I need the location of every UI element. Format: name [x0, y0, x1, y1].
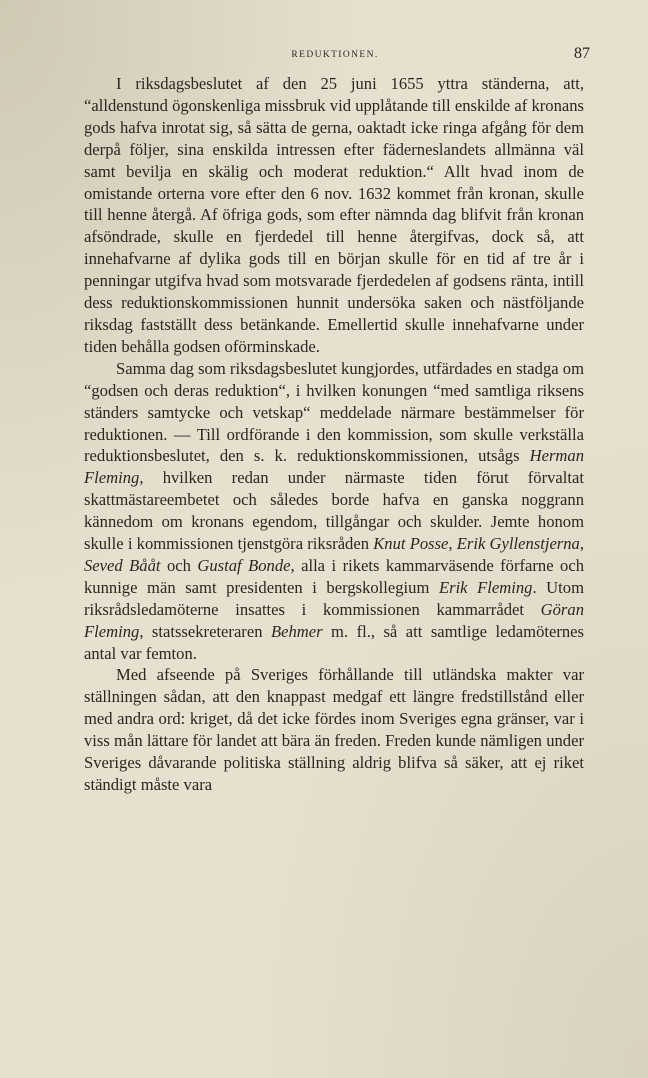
- body-text: [84, 73, 584, 796]
- text-run: , alla i rikets kammarväsende förfarne och kunnige män samt presidenten i bergskollegium: [84, 555, 584, 597]
- text-run: , statssekreteraren: [139, 621, 271, 641]
- italic-name: Seved Bååt: [84, 555, 161, 575]
- italic-name: Erik Gyllenstjerna: [456, 534, 580, 554]
- paragraph-2: [84, 358, 584, 665]
- text-run: . Utom riksrådsledamöterne insattes i kommissionen kammarrådet: [84, 577, 584, 619]
- italic-name: Gustaf Bonde: [197, 555, 291, 575]
- italic-name: Erik Fleming: [438, 577, 533, 597]
- text-run: I riksdagsbeslutet af den 25 juni 1655 yttra ständerna, att, “alldenstund ögonskenliga missbruk vid upplåtande till enskilde af kronans gods hafva inrotat sig, så sätta de gerna, oaktadt icke ringa afgång för dem derpå följer, sina enskilda intressen efter fäderneslandets allmänna väl samt bevilja en skälig och moderat reduktion.“ Allt hvad inom de omistande orterna vore efter den 6 nov. 1632 kommet från kronan, skulle till henne återgå. Af öfriga gods, som efter nämnda dag blifvit från kronan afsöndrade, skulle en fjerdedel till henne återgifvas, dock så, att innehafvarne af dylika gods till en början skulle för en tid af tre år i penningar utgifva hvad som motsvarade fjerdedelen af godsens ränta, intill dess reduktionskommissionen hunnit undersöka saken och nästföljande riksdag fastställt dess betänkande. Emellertid skulle innehafvarne under tiden behålla godsen oförminskade.: [84, 74, 584, 356]
- page-header: [80, 45, 590, 65]
- italic-name: Knut Posse: [373, 534, 449, 554]
- page-number: 87: [574, 45, 590, 62]
- italic-name: Herman Fleming: [84, 446, 584, 488]
- paragraph-1: [84, 73, 584, 358]
- text-run: Samma dag som riksdagsbeslutet kungjordes, utfärdades en stadga om “godsen och deras reduktion“, i hvilken konungen “med samtliga riksens ständers samtycke och vetskap“ meddelade närmare bestämmelser för reduktionen. — Till ordförande i den kommission, som skulle verkställa reduktionsbeslutet, den s. k. reduktionskommissionen, utsågs: [84, 358, 584, 466]
- text-run: Med afseende på Sveriges förhållande till utländska makter var ställningen sådan, att den knappast medgaf ett längre fredstillstånd eller med andra ord: kriget, då det icke fördes inom Sveriges egna gränser, var i viss mån lättare för landet att bära än freden. Freden kunde nämligen under Sveriges dåvarande politiska ställning aldrig blifva så säker, att ej riket ständigt måste vara: [84, 665, 584, 794]
- text-run: och: [160, 555, 198, 575]
- italic-name: Behmer: [270, 621, 323, 641]
- paragraph-3: [84, 664, 584, 795]
- text-run: , hvilken redan under närmaste tiden förut förvaltat skattmästareembetet och således borde hafva en ganska noggrann kännedom om kronans egendom, tillgångar och skulder. Jemte honom skulle i kommissionen tjenstgöra riksråden: [84, 468, 584, 554]
- text-run: m. fl., så att samtlige ledamöternes antal var femton.: [84, 621, 584, 663]
- text-run: ,: [579, 534, 585, 554]
- running-head: REDUKTIONEN.: [291, 50, 379, 60]
- text-run: ,: [448, 534, 457, 554]
- italic-name: Göran Fleming: [84, 599, 584, 641]
